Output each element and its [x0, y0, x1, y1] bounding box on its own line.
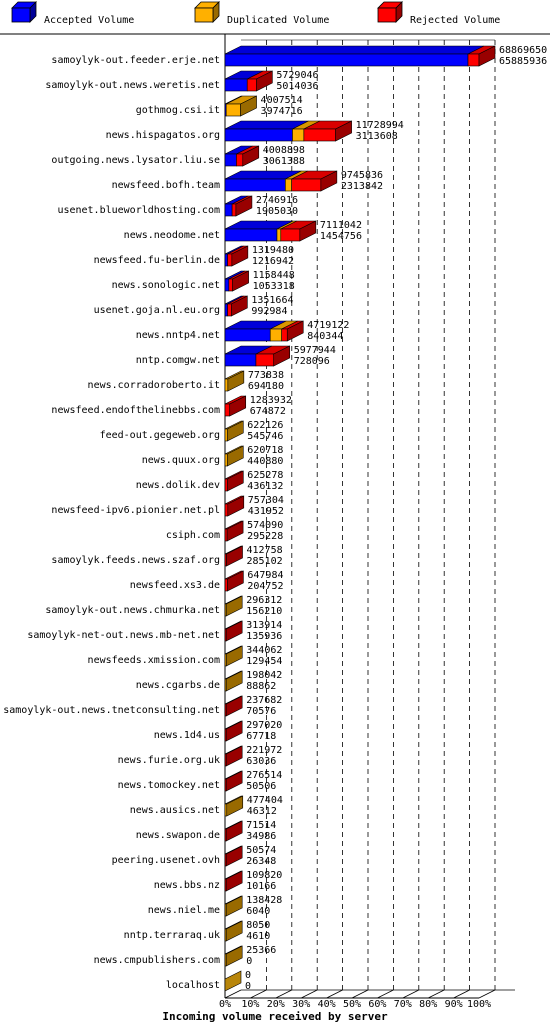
bar-row	[136, 320, 350, 342]
legend-swatch	[12, 8, 30, 22]
bar-accepted	[225, 254, 228, 266]
bar-rejected	[225, 529, 227, 541]
total-value-label: 412758	[246, 545, 283, 556]
bar-row	[51, 395, 291, 417]
category-label: peering.usenet.ovh	[111, 855, 220, 866]
legend-label: Accepted Volume	[44, 15, 135, 26]
bar-row	[124, 220, 362, 242]
bar-segment-top	[225, 46, 484, 54]
category-label: news.cmpublishers.com	[93, 955, 220, 966]
category-label: nntp.terraraq.uk	[123, 930, 220, 941]
accepted-value-label: 840344	[307, 331, 344, 342]
x-tick-mark	[301, 990, 317, 998]
x-tick-mark	[352, 990, 368, 998]
category-label: samoylyk-net-out.news.mb-net.net	[27, 630, 220, 641]
category-label: usenet.blueworldhosting.com	[57, 205, 220, 216]
bar-rejected	[292, 179, 321, 191]
accepted-value-label: 5014036	[276, 81, 319, 92]
category-label: newsfeeds.xmission.com	[87, 655, 220, 666]
accepted-value-label: 88862	[246, 681, 277, 692]
bar-end-face	[226, 946, 242, 966]
accepted-value-label: 694180	[247, 381, 284, 392]
category-label: news.hispagatos.org	[105, 130, 220, 141]
bar-row	[94, 245, 294, 267]
bar-row	[136, 95, 303, 117]
bar-accepted	[225, 304, 228, 316]
bar-duplicated	[226, 104, 240, 116]
bar-row	[27, 620, 282, 642]
bar-end-face	[226, 621, 242, 641]
category-label: news.1d4.us	[153, 730, 220, 741]
category-label: feed-out.gegeweb.org	[99, 430, 220, 441]
legend-swatch	[195, 8, 213, 22]
bar-row	[51, 545, 282, 567]
accepted-value-label: 3061388	[262, 156, 305, 167]
total-value-label: 11728994	[355, 120, 404, 131]
total-value-label: 4007514	[260, 95, 303, 106]
total-value-label: 620718	[247, 445, 284, 456]
accepted-value-label: 0	[246, 956, 253, 967]
bar-row	[154, 720, 283, 742]
category-label: samoylyk-out.news.chmurka.net	[45, 605, 220, 616]
legend-label: Rejected Volume	[410, 15, 501, 26]
x-tick-label: 60%	[368, 999, 387, 1010]
bar-rejected	[228, 254, 232, 266]
category-label: newsfeed.bofh.team	[111, 180, 220, 191]
bar-rejected	[228, 304, 232, 316]
bar-accepted	[225, 54, 468, 66]
bar-duplicated	[285, 179, 291, 191]
plot-area	[0, 34, 550, 1010]
bar-accepted	[225, 354, 256, 366]
accepted-value-label: 129454	[246, 656, 283, 667]
bar-end-face	[226, 771, 242, 791]
accepted-value-label: 1905030	[255, 206, 299, 217]
bar-row	[154, 870, 283, 892]
bar-row	[94, 945, 277, 967]
bar-rejected	[232, 204, 236, 216]
bar-accepted	[225, 79, 247, 91]
accepted-value-label: 0	[245, 981, 252, 992]
accepted-value-label: 4610	[246, 931, 271, 942]
x-tick-mark	[327, 990, 343, 998]
bar-row	[130, 570, 284, 592]
category-label: news.nntp4.net	[135, 330, 220, 341]
category-label: outgoing.news.lysator.liu.se	[51, 155, 220, 166]
bar-row	[88, 645, 283, 667]
total-value-label: 237682	[246, 695, 283, 706]
total-value-label: 68869650	[499, 45, 548, 56]
total-value-label: 5977944	[293, 345, 336, 356]
bar-duplicated	[292, 129, 303, 141]
category-label: news.swapon.de	[135, 830, 220, 841]
bar-end-face	[225, 971, 241, 991]
bar-row	[118, 770, 283, 792]
bar-duplicated	[225, 429, 227, 441]
bar-rejected	[247, 79, 256, 91]
legend-swatch	[378, 8, 396, 22]
category-label: newsfeed.xs3.de	[129, 580, 220, 591]
accepted-value-label: 3113608	[355, 131, 398, 142]
category-label: nntp.comgw.net	[135, 355, 220, 366]
bar-rejected	[256, 354, 274, 366]
category-label: news.ausics.net	[129, 805, 220, 816]
total-value-label: 625278	[247, 470, 284, 481]
category-label: news.corradoroberto.it	[87, 380, 220, 391]
category-label: news.niel.me	[147, 905, 220, 916]
total-value-label: 757304	[247, 495, 284, 506]
bar-row	[51, 495, 283, 517]
total-value-label: 50574	[246, 845, 277, 856]
total-value-label: 622126	[247, 420, 284, 431]
total-value-label: 1351664	[251, 295, 294, 306]
accepted-value-label: 65885936	[499, 56, 548, 67]
accepted-value-label: 67718	[246, 731, 277, 742]
total-value-label: 138428	[246, 895, 283, 906]
category-label: news.tomockey.net	[117, 780, 220, 791]
category-label: newsfeed-ipv6.pionier.net.pl	[51, 505, 220, 516]
category-label: news.cgarbs.de	[135, 680, 220, 691]
total-value-label: 276514	[246, 770, 283, 781]
total-value-label: 198042	[246, 670, 283, 681]
accepted-value-label: 135936	[246, 631, 283, 642]
x-tick-label: 50%	[342, 999, 362, 1010]
accepted-value-label: 285102	[246, 556, 283, 567]
accepted-value-label: 992984	[251, 306, 288, 317]
bar-accepted	[225, 279, 229, 291]
x-tick-mark	[276, 990, 292, 998]
total-value-label: 2746916	[255, 195, 299, 206]
bar-row	[136, 470, 284, 492]
accepted-value-label: 728096	[293, 356, 330, 367]
accepted-value-label: 63036	[246, 756, 277, 767]
x-tick-label: 20%	[266, 999, 285, 1010]
bar-row	[124, 920, 271, 942]
bar-duplicated	[277, 229, 281, 241]
category-label: samoylyk-out.news.weretis.net	[45, 80, 220, 91]
total-value-label: 296312	[246, 595, 283, 606]
chart-legend	[12, 2, 500, 26]
legend-item-rejected-volume	[378, 2, 500, 26]
accepted-value-label: 431952	[247, 506, 284, 517]
bar-rejected	[281, 229, 300, 241]
category-label: news.bbs.nz	[153, 880, 220, 891]
accepted-value-label: 1216942	[251, 256, 295, 267]
bar-row	[112, 270, 295, 292]
bar-end-face	[226, 721, 242, 741]
bar-duplicated	[270, 329, 281, 341]
bar-end-face	[226, 646, 242, 666]
x-tick-label: 40%	[317, 999, 336, 1010]
bar-rejected	[282, 329, 288, 341]
x-tick-label: 0%	[218, 999, 232, 1010]
bar-row	[3, 695, 282, 717]
bar-duplicated	[225, 379, 228, 391]
x-tick-mark	[250, 990, 266, 998]
bar-accepted	[225, 204, 232, 216]
bar-row	[106, 120, 404, 142]
bar-rejected	[225, 404, 230, 416]
accepted-value-label: 34986	[246, 831, 277, 842]
bar-accepted	[225, 229, 277, 241]
category-label: news.furie.org.uk	[117, 755, 220, 766]
bar-row	[57, 195, 298, 217]
total-value-label: 1319480	[251, 245, 295, 256]
category-label: newsfeed.fu-berlin.de	[93, 255, 220, 266]
x-axis-label: Incoming volume received by server	[162, 1010, 388, 1023]
x-tick-label: 100%	[466, 999, 492, 1010]
bar-accepted	[225, 154, 236, 166]
bar-end-face	[226, 846, 242, 866]
x-tick-label: 80%	[419, 999, 438, 1010]
category-label: newsfeed.endofthelinebbs.com	[51, 405, 220, 416]
accepted-value-label: 3974716	[260, 106, 303, 117]
legend-label: Duplicated Volume	[227, 15, 330, 26]
total-value-label: 1158448	[252, 270, 295, 281]
bar-end-face	[226, 671, 242, 691]
bar-end-face	[226, 921, 242, 941]
total-value-label: 7111042	[319, 220, 362, 231]
accepted-value-label: 436132	[247, 481, 284, 492]
legend-item-duplicated-volume	[195, 2, 329, 26]
accepted-value-label: 2313842	[340, 181, 384, 192]
accepted-value-label: 295228	[247, 531, 284, 542]
total-value-label: 477404	[246, 795, 283, 806]
bar-end-face	[226, 896, 242, 916]
bar-rejected	[225, 479, 227, 491]
accepted-value-label: 50506	[246, 781, 277, 792]
total-value-label: 4008898	[262, 145, 305, 156]
accepted-value-label: 10166	[246, 881, 277, 892]
category-label: samoylyk.feeds.news.szaf.org	[51, 555, 220, 566]
bar-row	[45, 595, 282, 617]
bar-row	[136, 670, 283, 692]
accepted-value-label: 156210	[246, 606, 283, 617]
x-tick-mark	[479, 990, 495, 998]
x-tick-label: 90%	[444, 999, 463, 1010]
accepted-value-label: 440880	[247, 456, 284, 467]
bar-row	[166, 970, 251, 992]
accepted-value-label: 545746	[247, 431, 284, 442]
total-value-label: 574090	[247, 520, 284, 531]
total-value-label: 647984	[247, 570, 284, 581]
bar-row	[100, 420, 284, 442]
bar-accepted	[225, 179, 285, 191]
category-label: gothmog.csi.it	[135, 105, 220, 116]
bar-accepted	[225, 329, 270, 341]
category-label: samoylyk-out.news.tnetconsulting.net	[3, 705, 220, 716]
bar-row	[148, 895, 283, 917]
category-label: localhost	[165, 980, 220, 991]
bar-rejected	[236, 154, 242, 166]
legend-item-accepted-volume	[12, 2, 134, 26]
bar-rejected	[304, 129, 336, 141]
category-label: news.sonologic.net	[111, 280, 220, 291]
bar-end-face	[226, 821, 242, 841]
x-tick-label: 70%	[393, 999, 412, 1010]
bar-rejected	[468, 54, 479, 66]
bar-end-face	[226, 746, 242, 766]
total-value-label: 344062	[246, 645, 283, 656]
bar-end-face	[226, 696, 242, 716]
bar-row	[45, 70, 318, 92]
bar-rejected	[225, 504, 228, 516]
bar-row	[112, 845, 277, 867]
bar-row	[136, 820, 277, 842]
bar-row	[51, 45, 547, 67]
bar-rejected	[225, 579, 227, 591]
bar-row	[88, 370, 284, 392]
accepted-value-label: 674872	[249, 406, 286, 417]
bar-row	[112, 170, 383, 192]
total-value-label: 0	[245, 970, 252, 981]
total-value-label: 8050	[246, 920, 271, 931]
accepted-value-label: 204752	[247, 581, 284, 592]
x-tick-mark	[225, 990, 241, 998]
accepted-value-label: 1053318	[252, 281, 295, 292]
category-label: news.neodome.net	[123, 230, 220, 241]
category-label: csiph.com	[165, 530, 220, 541]
accepted-value-label: 1454756	[319, 231, 362, 242]
bar-row	[142, 445, 284, 467]
bar-end-face	[226, 871, 242, 891]
bar-row	[136, 345, 336, 367]
bar-row	[94, 295, 294, 317]
x-tick-mark	[403, 990, 419, 998]
accepted-value-label: 46312	[246, 806, 277, 817]
total-value-label: 297020	[246, 720, 283, 731]
x-tick-label: 30%	[292, 999, 311, 1010]
accepted-value-label: 26348	[246, 856, 277, 867]
accepted-value-label: 70576	[246, 706, 277, 717]
bar-row	[118, 745, 283, 767]
accepted-value-label: 6040	[246, 906, 271, 917]
bar-row	[130, 795, 283, 817]
total-value-label: 4719122	[307, 320, 350, 331]
total-value-label: 109820	[246, 870, 283, 881]
total-value-label: 25366	[246, 945, 277, 956]
total-value-label: 9745836	[340, 170, 384, 181]
bar-row	[51, 145, 305, 167]
total-value-label: 773838	[247, 370, 284, 381]
x-tick-mark	[454, 990, 470, 998]
total-value-label: 221972	[246, 745, 283, 756]
bar-duplicated	[225, 454, 227, 466]
total-value-label: 313914	[246, 620, 283, 631]
x-tick-label: 10%	[241, 999, 260, 1010]
category-label: usenet.goja.nl.eu.org	[93, 305, 220, 316]
category-label: news.dolik.dev	[135, 480, 220, 491]
x-tick-mark	[428, 990, 444, 998]
bar-rejected	[229, 279, 233, 291]
category-label: samoylyk-out.feeder.erje.net	[51, 55, 220, 66]
total-value-label: 71514	[246, 820, 277, 831]
total-value-label: 5729046	[276, 70, 319, 81]
category-label: news.quux.org	[141, 455, 220, 466]
x-tick-mark	[377, 990, 393, 998]
bar-accepted	[225, 129, 292, 141]
total-value-label: 1283932	[249, 395, 292, 406]
bar-end-face	[226, 596, 242, 616]
